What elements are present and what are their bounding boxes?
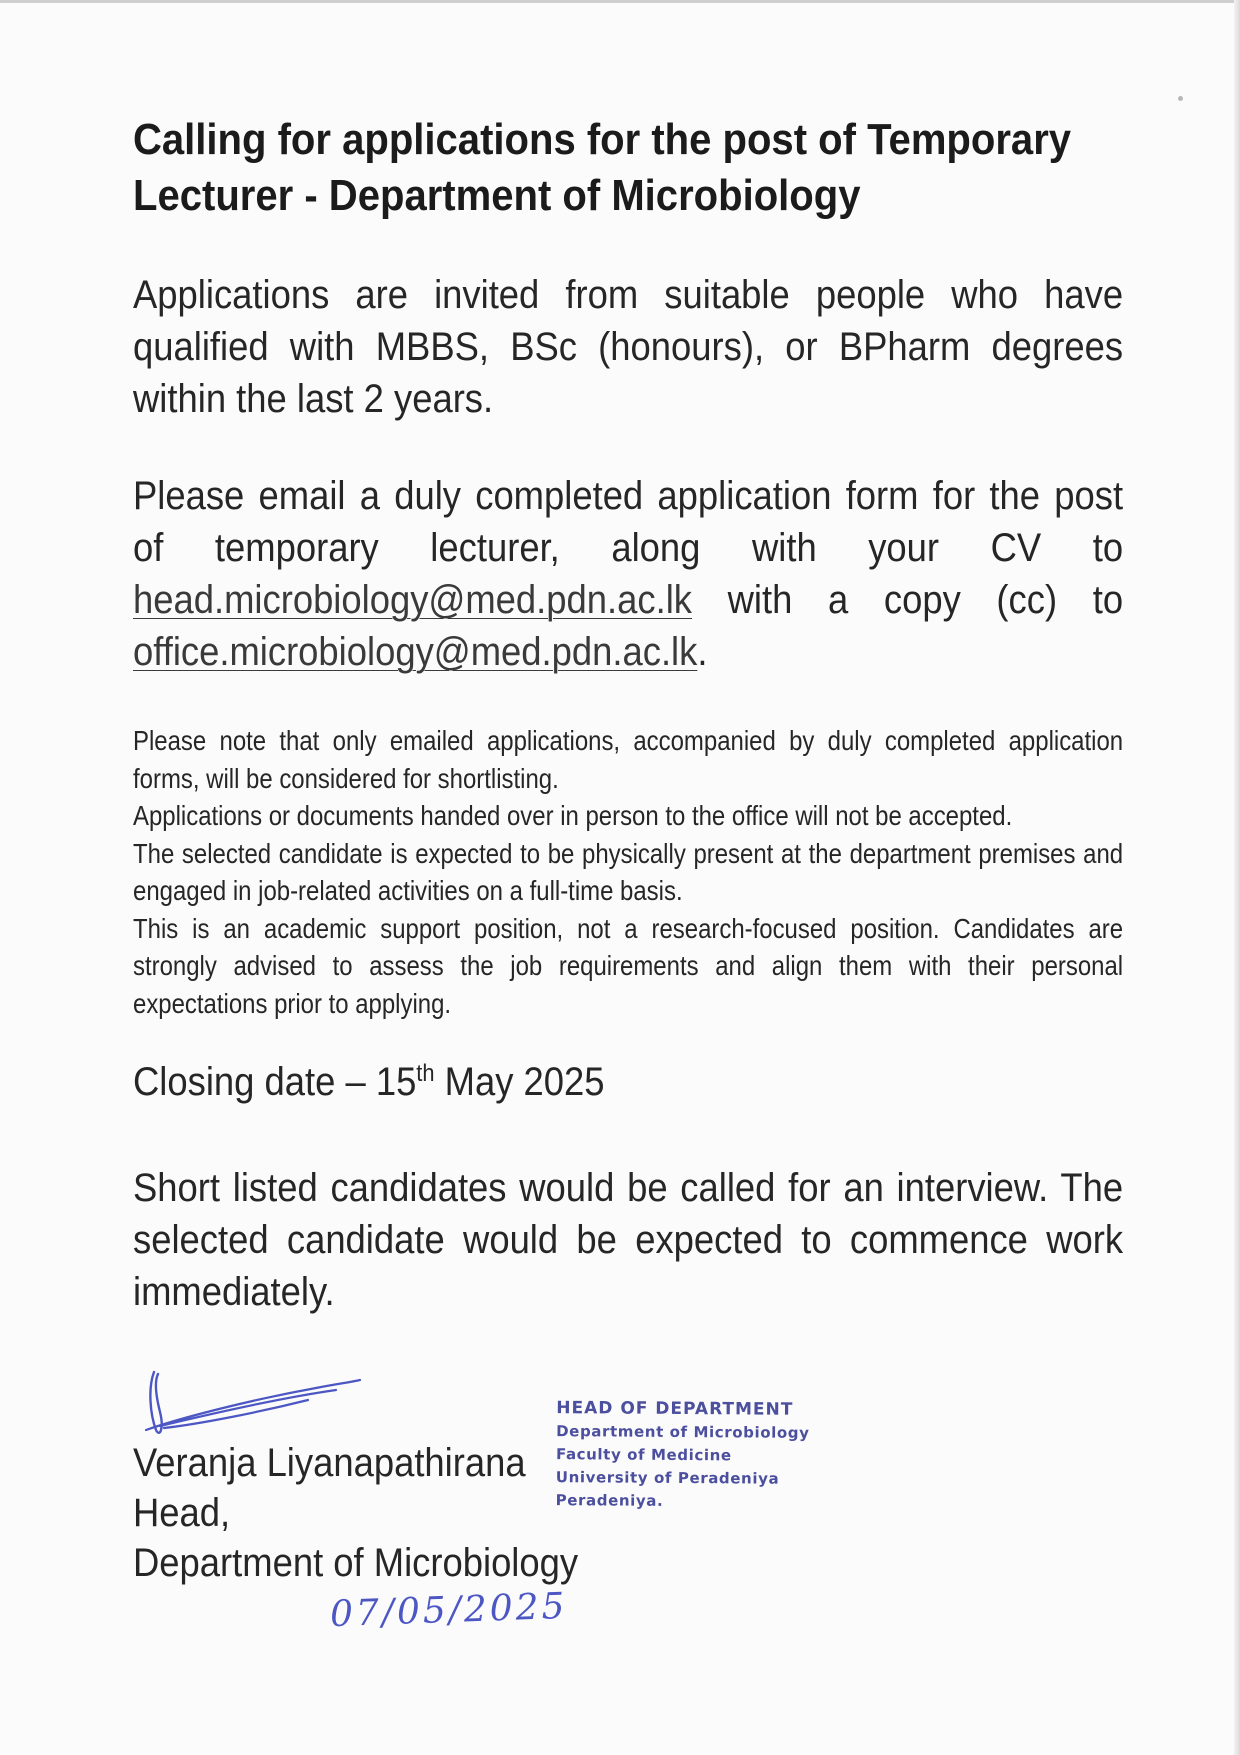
signatory-department: Department of Microbiology: [133, 1541, 579, 1585]
note-academic-support-position: This is an academic support position, not a research-focused position. Candidates are strongly advised to assess the job requirements and align them with their personal expectations prior to applying.: [133, 912, 1124, 1019]
office-email-link[interactable]: office.microbiology@med.pdn.ac.lk: [133, 630, 698, 674]
handwritten-date: 07/05/2025: [329, 1585, 569, 1636]
email-instruction-cc-text: with a copy (cc) to: [691, 578, 1124, 622]
department-stamp: [556, 1397, 810, 1514]
head-email-link[interactable]: head.microbiology@med.pdn.ac.lk: [133, 578, 692, 622]
closing-date-ordinal: th: [416, 1060, 435, 1087]
notice-title: Calling for applications for the post of Temporary Lecturer - Department of Microbiology: [133, 115, 1072, 220]
intro-paragraph: Applications are invited from suitable people who have qualified with MBBS, BSc (honours), or BPharm degrees within the last 2 years.: [133, 273, 1124, 421]
stamp-line-department: Department of Microbiology: [556, 1422, 810, 1442]
note-physical-presence: The selected candidate is expected to be physically present at the department premises and engaged in job-related activities on a full-time basis.: [133, 837, 1124, 906]
scan-speck: [1178, 96, 1183, 101]
email-instruction-end: .: [697, 630, 708, 674]
closing-date: [133, 1056, 1123, 1108]
signatory-role: Head,: [133, 1491, 231, 1535]
page-top-edge: [0, 0, 1240, 3]
note-emailed-applications: Please note that only emailed applications, accompanied by duly completed application forms, will be considered for shortlisting.: [133, 725, 1124, 794]
stamp-line-city: Peradeniya.: [555, 1491, 664, 1510]
email-instruction-text: Please email a duly completed application form for the post of temporary lecturer, along with your CV to: [133, 474, 1124, 570]
stamp-line-faculty: Faculty of Medicine: [555, 1445, 732, 1465]
page-right-edge: [1234, 0, 1240, 1755]
stamp-line-university: University of Peradeniya: [555, 1468, 780, 1488]
notice-body: [133, 112, 1123, 1318]
signatory-block: [133, 1438, 622, 1588]
closing-date-prefix: Closing date – 15: [133, 1060, 417, 1104]
note-in-person-not-accepted: Applications or documents handed over in person to the office will not be accepted.: [133, 800, 1013, 831]
handwritten-signature: [140, 1368, 370, 1448]
interview-paragraph: Short listed candidates would be called for an interview. The selected candidate would be expected to commence work immediately.: [133, 1166, 1124, 1314]
email-instruction-paragraph: [133, 470, 1123, 678]
stamp-line-title: HEAD OF DEPARTMENT: [556, 1398, 794, 1420]
signatory-name: Veranja Liyanapathirana: [133, 1441, 526, 1485]
closing-date-rest: May 2025: [434, 1060, 605, 1104]
